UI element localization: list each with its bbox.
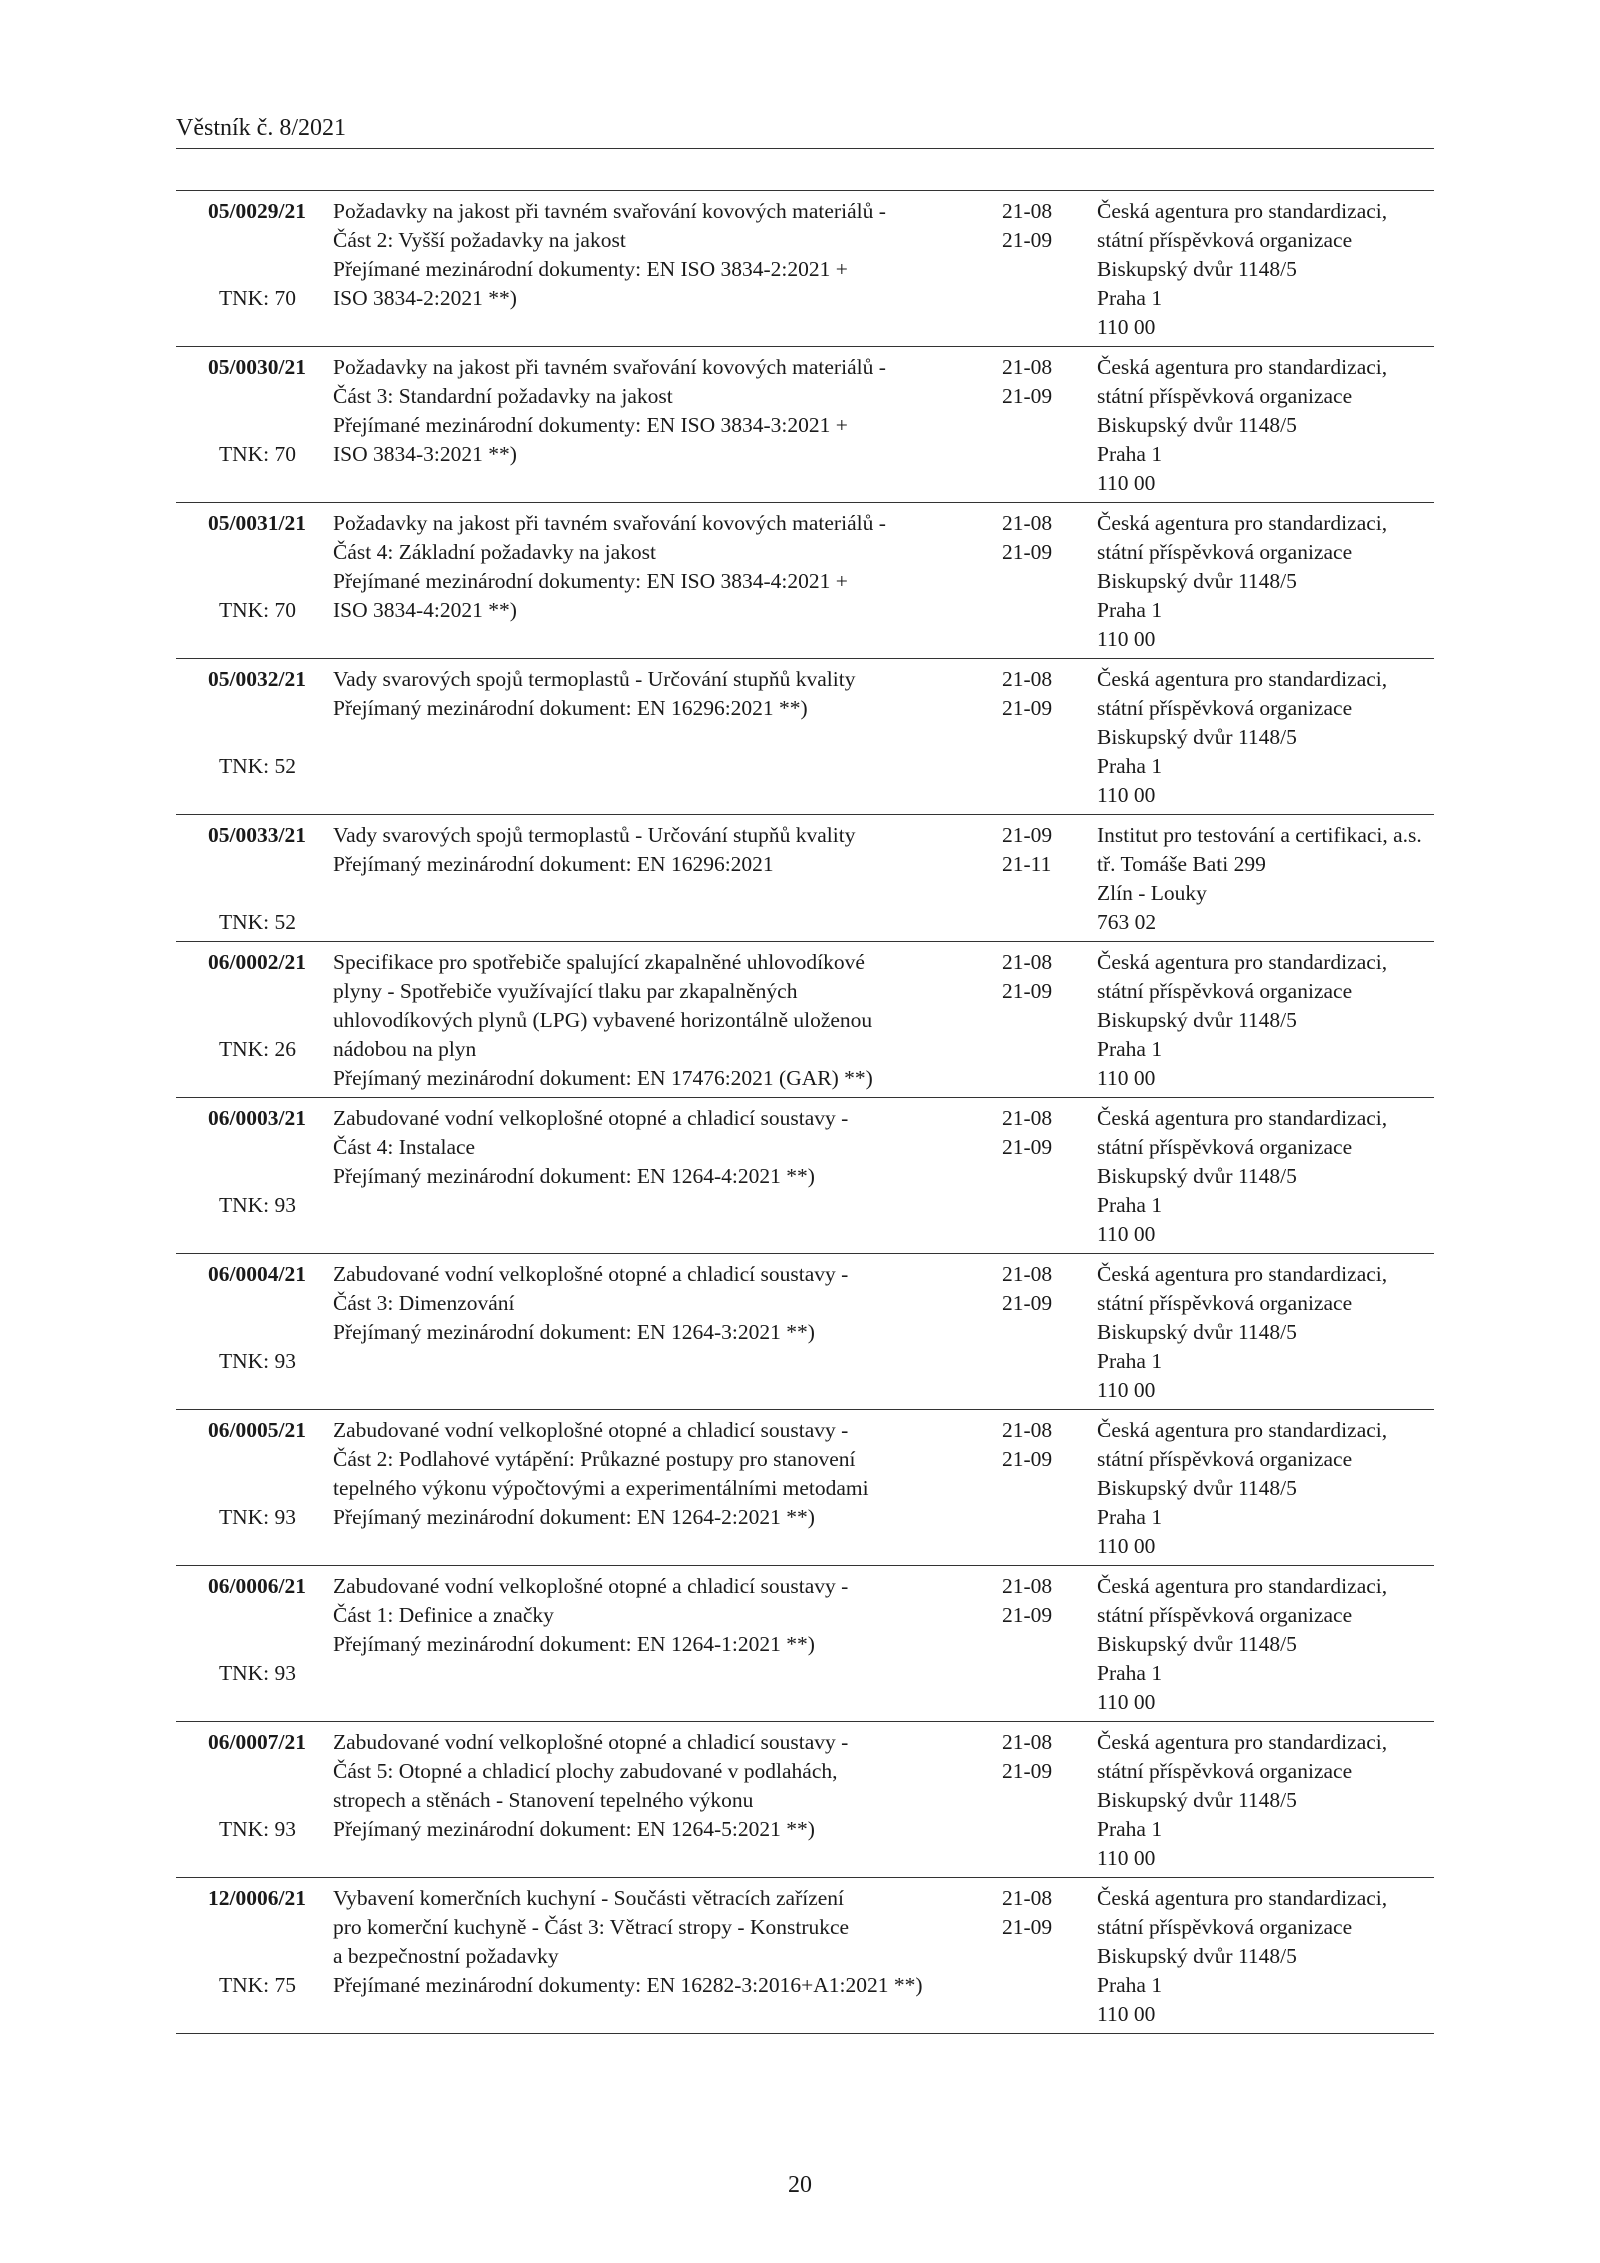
title-line: ISO 3834-3:2021 **) — [333, 442, 517, 466]
org-line: Praha 1 — [1097, 1349, 1163, 1373]
org-line: Zlín - Louky — [1097, 881, 1207, 905]
row-title — [333, 1572, 853, 1659]
row-tnk: TNK: 52 — [218, 754, 296, 778]
title-line: Přejímané mezinárodní dokumenty: EN ISO 3834-2:2021 + — [333, 257, 848, 281]
org-line: Biskupský dvůr 1148/5 — [1097, 413, 1297, 437]
title-line: Požadavky na jakost při tavném svařování kovových materiálů - — [333, 355, 886, 379]
date-start: 21-08 — [1002, 950, 1053, 974]
title-line: Přejímané mezinárodní dokumenty: EN ISO 3834-4:2021 + — [333, 569, 848, 593]
title-line: nádobou na plyn — [333, 1037, 477, 1061]
row-title — [333, 1260, 853, 1347]
row-dates — [1002, 197, 1076, 255]
title-line: pro komerční kuchyně - Část 3: Větrací stropy - Konstrukce — [333, 1915, 850, 1939]
date-start: 21-08 — [1002, 199, 1053, 223]
org-line: Institut pro testování a certifikaci, a.s. — [1097, 823, 1422, 847]
date-start: 21-09 — [1002, 823, 1053, 847]
row-organization — [1097, 821, 1437, 937]
date-end: 21-09 — [1002, 1759, 1053, 1783]
table-row — [176, 1878, 1434, 2034]
org-line: Česká agentura pro standardizaci, — [1097, 1574, 1388, 1598]
row-title — [333, 353, 886, 469]
row-tnk: TNK: 52 — [218, 910, 296, 934]
row-dates — [1002, 1416, 1076, 1474]
row-tnk: TNK: 70 — [218, 598, 296, 622]
row-tnk: TNK: 93 — [218, 1349, 296, 1373]
org-line: 763 02 — [1097, 910, 1157, 934]
org-line: tř. Tomáše Bati 299 — [1097, 852, 1266, 876]
row-code: 06/0004/21 — [208, 1262, 306, 1286]
title-line: ISO 3834-4:2021 **) — [333, 598, 517, 622]
org-line: státní příspěvková organizace — [1097, 384, 1353, 408]
row-title — [333, 665, 856, 723]
org-line: Česká agentura pro standardizaci, — [1097, 1262, 1388, 1286]
org-line: Praha 1 — [1097, 1037, 1163, 1061]
title-line: Přejímaný mezinárodní dokument: EN 16296:2021 **) — [333, 696, 808, 720]
table-row — [176, 1254, 1434, 1410]
row-tnk: TNK: 93 — [218, 1193, 296, 1217]
org-line: Česká agentura pro standardizaci, — [1097, 1730, 1388, 1754]
title-line: Přejímaný mezinárodní dokument: EN 1264-1:2021 **) — [333, 1632, 815, 1656]
date-start: 21-08 — [1002, 1886, 1053, 1910]
row-tnk: TNK: 93 — [218, 1817, 296, 1841]
row-code: 06/0002/21 — [208, 950, 306, 974]
org-line: státní příspěvková organizace — [1097, 979, 1353, 1003]
table-row — [176, 659, 1434, 815]
row-dates — [1002, 1572, 1076, 1630]
org-line: Česká agentura pro standardizaci, — [1097, 511, 1388, 535]
org-line: Biskupský dvůr 1148/5 — [1097, 1632, 1297, 1656]
date-end: 21-09 — [1002, 540, 1053, 564]
org-line: Praha 1 — [1097, 286, 1163, 310]
org-line: Biskupský dvůr 1148/5 — [1097, 1788, 1297, 1812]
title-line: Vady svarových spojů termoplastů - Určování stupňů kvality — [333, 667, 856, 691]
title-line: Přejímaný mezinárodní dokument: EN 1264-4:2021 **) — [333, 1164, 815, 1188]
org-line: státní příspěvková organizace — [1097, 1291, 1353, 1315]
date-start: 21-08 — [1002, 355, 1053, 379]
org-line: státní příspěvková organizace — [1097, 1759, 1353, 1783]
title-line: Přejímaný mezinárodní dokument: EN 17476:2021 (GAR) **) — [333, 1066, 873, 1090]
org-line: Praha 1 — [1097, 442, 1163, 466]
date-start: 21-08 — [1002, 1262, 1053, 1286]
org-line: Praha 1 — [1097, 1817, 1163, 1841]
title-line: Vady svarových spojů termoplastů - Určování stupňů kvality — [333, 823, 856, 847]
date-end: 21-09 — [1002, 1291, 1053, 1315]
org-line: Praha 1 — [1097, 1193, 1163, 1217]
title-line: ISO 3834-2:2021 **) — [333, 286, 517, 310]
row-dates — [1002, 1728, 1076, 1786]
table-row — [176, 1098, 1434, 1254]
row-organization — [1097, 665, 1437, 810]
date-start: 21-08 — [1002, 1106, 1053, 1130]
row-title — [333, 948, 873, 1093]
row-title — [333, 1416, 869, 1532]
row-organization — [1097, 1884, 1437, 2029]
title-line: Zabudované vodní velkoplošné otopné a chladicí soustavy - — [333, 1574, 849, 1598]
page-footer — [0, 2172, 1600, 2199]
date-start: 21-08 — [1002, 1418, 1053, 1442]
row-code: 06/0005/21 — [208, 1418, 306, 1442]
date-end: 21-09 — [1002, 1603, 1053, 1627]
org-line: Česká agentura pro standardizaci, — [1097, 1886, 1388, 1910]
title-line: Přejímaný mezinárodní dokument: EN 1264-3:2021 **) — [333, 1320, 815, 1344]
row-code: 06/0007/21 — [208, 1730, 306, 1754]
org-line: státní příspěvková organizace — [1097, 696, 1353, 720]
date-end: 21-09 — [1002, 228, 1053, 252]
title-line: Část 3: Standardní požadavky na jakost — [333, 384, 673, 408]
row-title — [333, 197, 886, 313]
org-line: Praha 1 — [1097, 598, 1163, 622]
org-line: 110 00 — [1097, 1222, 1156, 1246]
date-end: 21-09 — [1002, 1915, 1053, 1939]
title-line: Požadavky na jakost při tavném svařování kovových materiálů - — [333, 511, 886, 535]
title-line: Zabudované vodní velkoplošné otopné a chladicí soustavy - — [333, 1730, 849, 1754]
row-organization — [1097, 1728, 1437, 1873]
date-start: 21-08 — [1002, 1574, 1053, 1598]
date-start: 21-08 — [1002, 667, 1053, 691]
row-organization — [1097, 1260, 1437, 1405]
row-code: 05/0030/21 — [208, 355, 306, 379]
table-row — [176, 815, 1434, 942]
title-line: Zabudované vodní velkoplošné otopné a chladicí soustavy - — [333, 1262, 849, 1286]
row-code: 06/0006/21 — [208, 1574, 306, 1598]
org-line: Biskupský dvůr 1148/5 — [1097, 569, 1297, 593]
page-header — [176, 112, 1434, 149]
title-line: tepelného výkonu výpočtovými a experimentálními metodami — [333, 1476, 869, 1500]
date-end: 21-09 — [1002, 1135, 1053, 1159]
title-line: Zabudované vodní velkoplošné otopné a chladicí soustavy - — [333, 1418, 849, 1442]
org-line: 110 00 — [1097, 1066, 1156, 1090]
row-dates — [1002, 353, 1076, 411]
title-line: Vybavení komerčních kuchyní - Součásti větracích zařízení — [333, 1886, 845, 1910]
org-line: Biskupský dvůr 1148/5 — [1097, 257, 1297, 281]
row-organization — [1097, 353, 1437, 498]
title-line: Přejímané mezinárodní dokumenty: EN ISO 3834-3:2021 + — [333, 413, 848, 437]
row-tnk: TNK: 70 — [218, 286, 296, 310]
date-end: 21-09 — [1002, 696, 1053, 720]
row-code: 05/0029/21 — [208, 199, 306, 223]
title-line: Zabudované vodní velkoplošné otopné a chladicí soustavy - — [333, 1106, 849, 1130]
row-code: 05/0032/21 — [208, 667, 306, 691]
row-title — [333, 1104, 853, 1191]
title-line: Část 2: Podlahové vytápění: Průkazné postupy pro stanovení — [333, 1447, 856, 1471]
row-code: 12/0006/21 — [208, 1886, 306, 1910]
title-line: a bezpečnostní požadavky — [333, 1944, 559, 1968]
table-row — [176, 1722, 1434, 1878]
org-line: státní příspěvková organizace — [1097, 1603, 1353, 1627]
title-line: Přejímaný mezinárodní dokument: EN 16296:2021 — [333, 852, 774, 876]
row-organization — [1097, 948, 1437, 1093]
header-title: Věstník č. 8/2021 — [176, 115, 346, 141]
row-tnk: TNK: 26 — [218, 1037, 296, 1061]
standards-table — [176, 190, 1434, 2034]
row-code: 06/0003/21 — [208, 1106, 306, 1130]
org-line: Praha 1 — [1097, 1505, 1163, 1529]
table-row — [176, 1410, 1434, 1566]
org-line: 110 00 — [1097, 1846, 1156, 1870]
org-line: Česká agentura pro standardizaci, — [1097, 667, 1388, 691]
title-line: stropech a stěnách - Stanovení tepelného výkonu — [333, 1788, 754, 1812]
title-line: Část 4: Instalace — [333, 1135, 476, 1159]
title-line: Přejímaný mezinárodní dokument: EN 1264-2:2021 **) — [333, 1505, 815, 1529]
org-line: Biskupský dvůr 1148/5 — [1097, 1008, 1297, 1032]
row-organization — [1097, 1416, 1437, 1561]
title-line: Přejímané mezinárodní dokumenty: EN 16282-3:2016+A1:2021 **) — [333, 1973, 923, 1997]
title-line: Část 2: Vyšší požadavky na jakost — [333, 228, 626, 252]
row-organization — [1097, 1572, 1437, 1717]
row-dates — [1002, 509, 1076, 567]
org-line: 110 00 — [1097, 315, 1156, 339]
title-line: Přejímaný mezinárodní dokument: EN 1264-5:2021 **) — [333, 1817, 815, 1841]
row-tnk: TNK: 93 — [218, 1505, 296, 1529]
date-end: 21-11 — [1002, 852, 1052, 876]
row-dates — [1002, 665, 1076, 723]
org-line: Biskupský dvůr 1148/5 — [1097, 725, 1297, 749]
org-line: státní příspěvková organizace — [1097, 1915, 1353, 1939]
org-line: 110 00 — [1097, 1690, 1156, 1714]
org-line: Biskupský dvůr 1148/5 — [1097, 1164, 1297, 1188]
date-end: 21-09 — [1002, 1447, 1053, 1471]
date-end: 21-09 — [1002, 979, 1053, 1003]
org-line: státní příspěvková organizace — [1097, 540, 1353, 564]
date-start: 21-08 — [1002, 1730, 1053, 1754]
org-line: Česká agentura pro standardizaci, — [1097, 355, 1388, 379]
table-row — [176, 942, 1434, 1098]
table-row — [176, 347, 1434, 503]
org-line: Česká agentura pro standardizaci, — [1097, 950, 1388, 974]
page-number: 20 — [788, 2172, 812, 2198]
org-line: 110 00 — [1097, 2002, 1156, 2026]
org-line: Praha 1 — [1097, 754, 1163, 778]
org-line: 110 00 — [1097, 783, 1156, 807]
row-title — [333, 821, 856, 879]
org-line: státní příspěvková organizace — [1097, 1135, 1353, 1159]
row-tnk: TNK: 70 — [218, 442, 296, 466]
row-organization — [1097, 1104, 1437, 1249]
org-line: státní příspěvková organizace — [1097, 228, 1353, 252]
row-dates — [1002, 1260, 1076, 1318]
title-line: Část 5: Otopné a chladicí plochy zabudované v podlahách, — [333, 1759, 838, 1783]
table-row — [176, 503, 1434, 659]
org-line: 110 00 — [1097, 1378, 1156, 1402]
org-line: státní příspěvková organizace — [1097, 1447, 1353, 1471]
org-line: Česká agentura pro standardizaci, — [1097, 1106, 1388, 1130]
org-line: Praha 1 — [1097, 1973, 1163, 1997]
date-start: 21-08 — [1002, 511, 1053, 535]
row-code: 05/0033/21 — [208, 823, 306, 847]
row-title — [333, 1728, 853, 1844]
org-line: 110 00 — [1097, 627, 1156, 651]
title-line: Požadavky na jakost při tavném svařování kovových materiálů - — [333, 199, 886, 223]
title-line: Specifikace pro spotřebiče spalující zkapalněné uhlovodíkové — [333, 950, 865, 974]
row-code: 05/0031/21 — [208, 511, 306, 535]
org-line: Česká agentura pro standardizaci, — [1097, 1418, 1388, 1442]
title-line: plyny - Spotřebiče využívající tlaku par zkapalněných — [333, 979, 798, 1003]
org-line: 110 00 — [1097, 1534, 1156, 1558]
row-title — [333, 509, 886, 625]
date-end: 21-09 — [1002, 384, 1053, 408]
org-line: Biskupský dvůr 1148/5 — [1097, 1944, 1297, 1968]
row-dates — [1002, 948, 1076, 1006]
table-row — [176, 1566, 1434, 1722]
row-organization — [1097, 509, 1437, 654]
org-line: Praha 1 — [1097, 1661, 1163, 1685]
row-dates — [1002, 1884, 1076, 1942]
row-tnk: TNK: 75 — [218, 1973, 296, 1997]
title-line: Část 1: Definice a značky — [333, 1603, 554, 1627]
org-line: Biskupský dvůr 1148/5 — [1097, 1320, 1297, 1344]
title-line: Část 4: Základní požadavky na jakost — [333, 540, 657, 564]
row-dates — [1002, 1104, 1076, 1162]
row-dates — [1002, 821, 1076, 879]
title-line: Část 3: Dimenzování — [333, 1291, 515, 1315]
row-title — [333, 1884, 923, 2000]
org-line: Česká agentura pro standardizaci, — [1097, 199, 1388, 223]
table-row — [176, 191, 1434, 347]
row-organization — [1097, 197, 1437, 342]
org-line: 110 00 — [1097, 471, 1156, 495]
row-tnk: TNK: 93 — [218, 1661, 296, 1685]
org-line: Biskupský dvůr 1148/5 — [1097, 1476, 1297, 1500]
title-line: uhlovodíkových plynů (LPG) vybavené horizontálně uloženou — [333, 1008, 873, 1032]
